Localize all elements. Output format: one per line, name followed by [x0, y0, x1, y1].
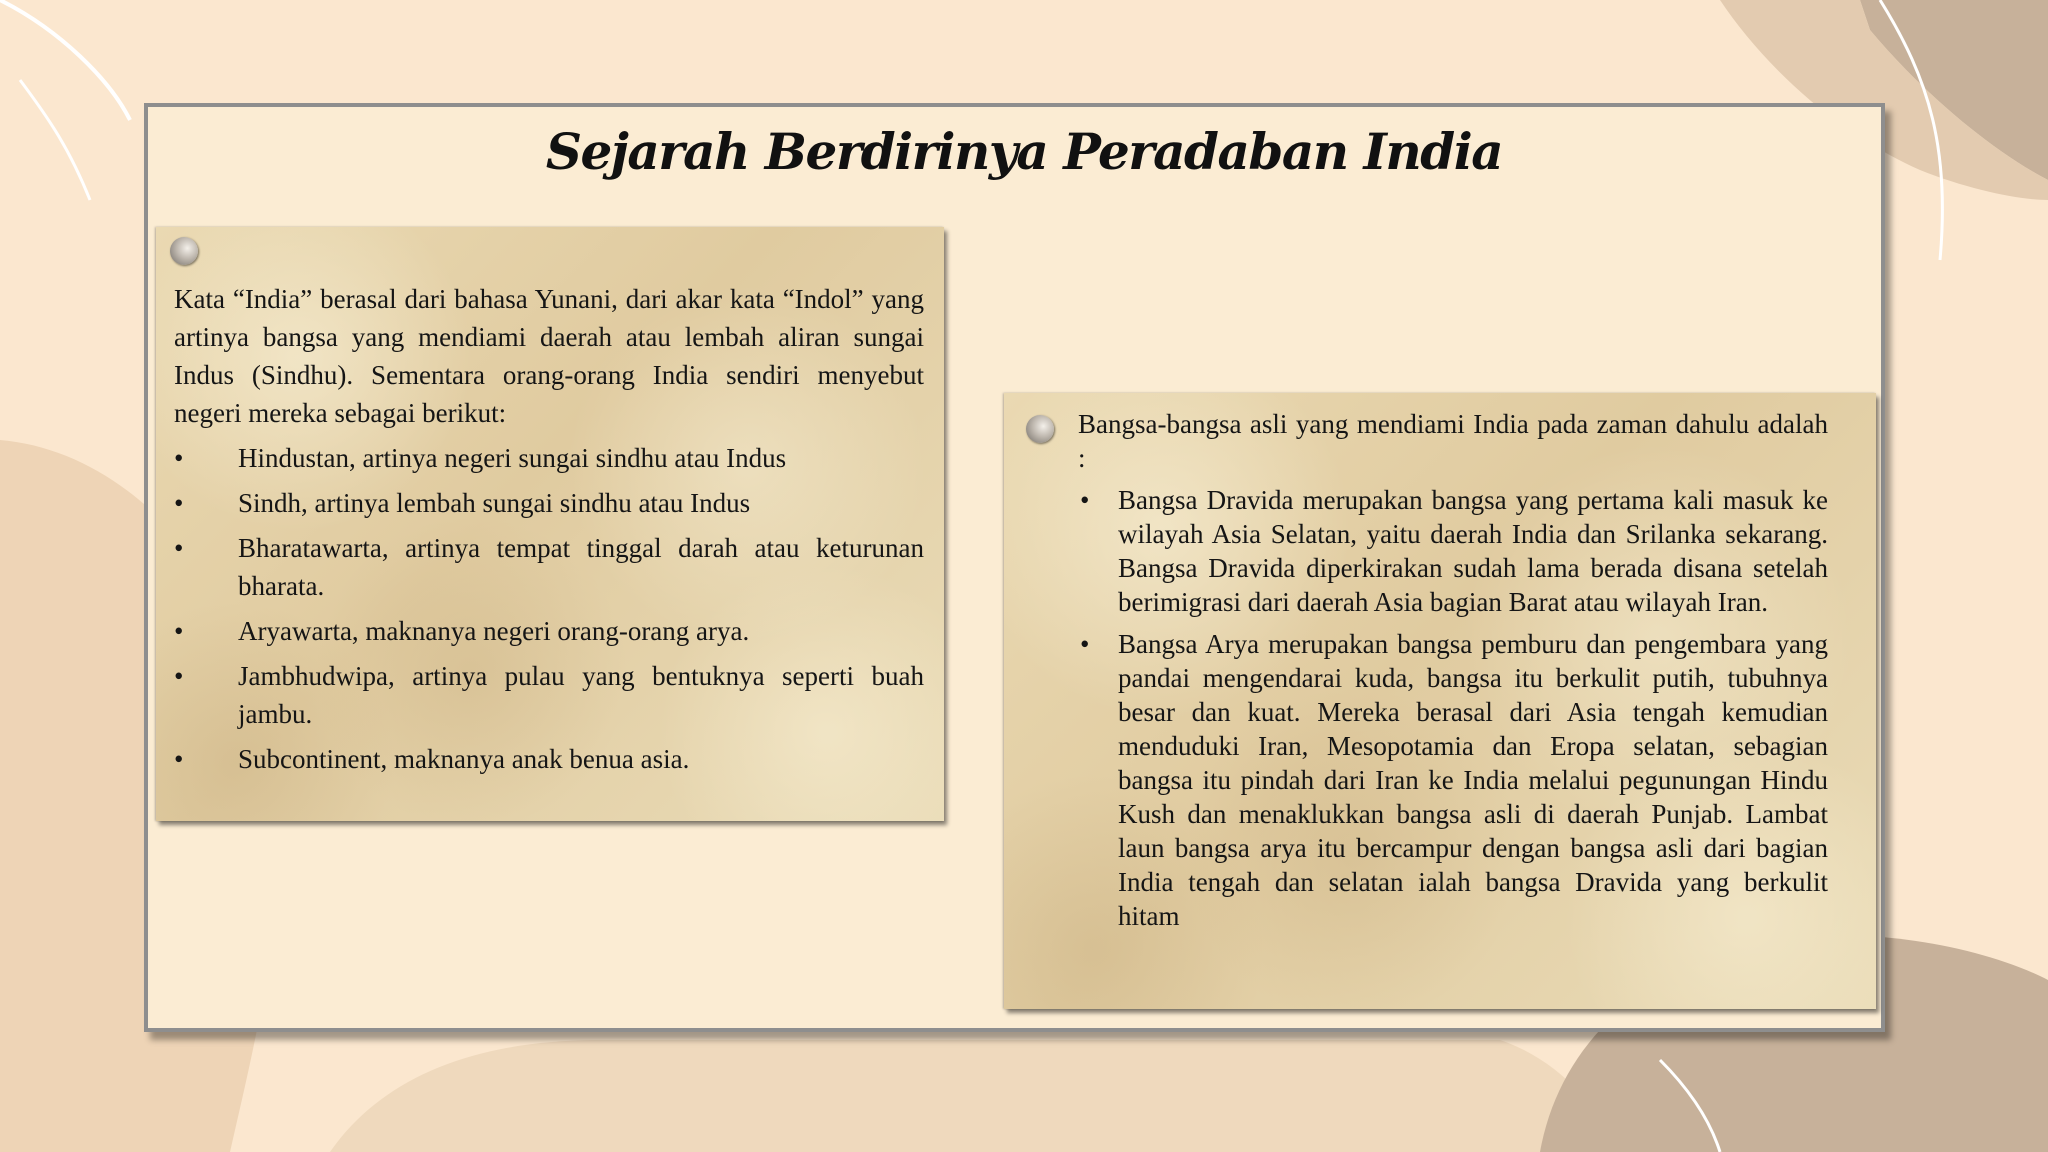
left-card — [156, 227, 944, 821]
list-item — [1078, 627, 1828, 933]
slide-title: Sejarah Berdirinya Peradaban India — [545, 122, 1503, 181]
list-item — [174, 740, 924, 778]
left-card-list — [174, 439, 924, 778]
list-item — [1078, 483, 1828, 619]
list-item-text: Aryawarta, maknanya negeri orang-orang arya. — [238, 616, 750, 646]
bullet: • — [174, 616, 184, 646]
pushpin-icon — [1026, 415, 1054, 443]
bullet: • — [174, 443, 184, 473]
list-item — [174, 612, 924, 650]
list-item — [174, 484, 924, 522]
pushpin-icon — [170, 237, 198, 265]
bullet: • — [1080, 629, 1090, 659]
bottom-blob — [330, 1040, 1620, 1152]
list-item-text: Bangsa Dravida merupakan bangsa yang pertama kali masuk ke wilayah Asia Selatan, yaitu daerah India dan Srilanka sekarang. Bangsa Dravida diperkirakan sudah lama berada disana setelah berimigrasi dari daerah Asia bagian Barat atau wilayah Iran. — [1118, 485, 1828, 617]
list-item — [174, 529, 924, 605]
white-curve-1 — [0, 0, 130, 120]
list-item — [174, 439, 924, 477]
list-item-text: Subcontinent, maknanya anak benua asia. — [238, 744, 690, 774]
right-card-intro: Bangsa-bangsa asli yang mendiami India pada zaman dahulu adalah : — [1078, 409, 1828, 473]
bullet: • — [174, 488, 184, 518]
list-item-text: Bharatawarta, artinya tempat tinggal darah atau keturunan bharata. — [238, 533, 924, 601]
left-card-intro: Kata “India” berasal dari bahasa Yunani, dari akar kata “Indol” yang artinya bangsa yang mendiami daerah atau lembah aliran sungai Indus (Sindhu). Sementara orang-orang India sendiri menyebut negeri mereka sebagai berikut: — [174, 284, 924, 428]
list-item-text: Bangsa Arya merupakan bangsa pemburu dan pengembara yang pandai mengendarai kuda, bangsa itu berkulit putih, tubuhnya besar dan kuat. Mereka berasal dari Asia tengah kemudian menduduki Iran, Mesopotamia dan Eropa selatan, sebagian bangsa itu pindah dari Iran ke India melalui pegunungan Hindu Kush dan menaklukkan bangsa asli di daerah Punjab. Lambat laun bangsa arya itu bercampur dengan bangsa asli dari bagian India tengah dan selatan ialah bangsa Dravida yang berkulit hitam — [1118, 629, 1828, 931]
list-item-text: Hindustan, artinya negeri sungai sindhu atau Indus — [238, 443, 787, 473]
list-item — [174, 657, 924, 733]
right-card-list — [1078, 483, 1828, 933]
list-item-text: Jambhudwipa, artinya pulau yang bentuknya seperti buah jambu. — [238, 661, 924, 729]
bullet: • — [174, 661, 184, 691]
bullet: • — [174, 744, 184, 774]
bullet: • — [1080, 485, 1090, 515]
list-item-text: Sindh, artinya lembah sungai sindhu atau Indus — [238, 488, 751, 518]
bullet: • — [174, 533, 184, 563]
right-card — [1004, 393, 1876, 1009]
